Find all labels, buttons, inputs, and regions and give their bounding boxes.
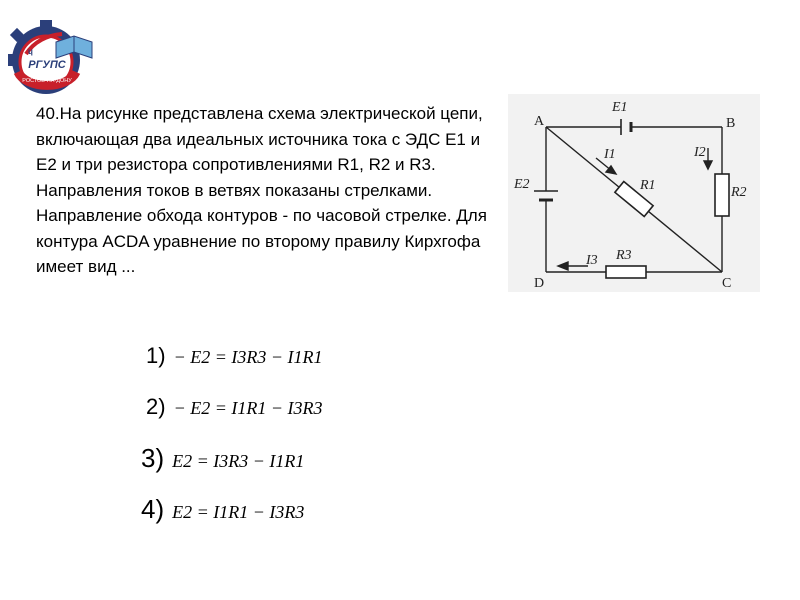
option-number: 1) [146,343,166,368]
node-c-label: C [722,276,732,291]
node-a-label: A [534,114,545,129]
option-formula: E2 = I1R1 − I3R3 [172,502,305,522]
option-2[interactable] [146,394,322,420]
logo-ring-text: РОСТОВ-НА-ДОНУ [22,78,72,84]
logo-emblem [4,14,100,98]
e2-label: E2 [514,177,530,192]
logo-title: РГУПС [28,59,66,71]
r2-label: R2 [731,185,747,200]
option-3[interactable] [141,443,304,474]
r1-label: R1 [640,178,656,193]
option-formula: − E2 = I1R1 − I3R3 [173,398,323,418]
i2-arrowhead [704,161,712,169]
university-logo [4,14,100,98]
option-4[interactable] [141,494,304,525]
i3-label: I3 [586,253,598,268]
circuit-diagram [508,94,760,292]
option-number: 3) [141,443,165,473]
i3-arrowhead [558,262,568,270]
option-1[interactable] [146,343,322,369]
question-text: 40.На рисунке представлена схема электрической цепи, включающая два идеальных источника тока с ЭДС E1 и E2 и три резистора сопротивлениями R1, R2 и R3. Направления токов в ветвях показаны стрелками. Направление обхода контуров - по часовой стрелке. Для контура ACDA уравнение по второму правилу Кирхгофа имеет вид ... [36,104,487,276]
option-formula: − E2 = I3R3 − I1R1 [173,347,323,367]
i2-label: I2 [694,145,706,160]
option-number: 2) [146,394,166,419]
option-formula: E2 = I3R3 − I1R1 [172,451,305,471]
svg-text:ɥ: ɥ [28,47,33,56]
r2-resistor [715,174,729,216]
r3-resistor [606,266,646,278]
r3-label: R3 [616,248,632,263]
node-b-label: B [726,116,736,131]
option-number: 4) [141,494,165,524]
node-d-label: D [534,276,545,291]
i1-label: I1 [604,147,616,162]
e1-label: E1 [612,100,628,115]
